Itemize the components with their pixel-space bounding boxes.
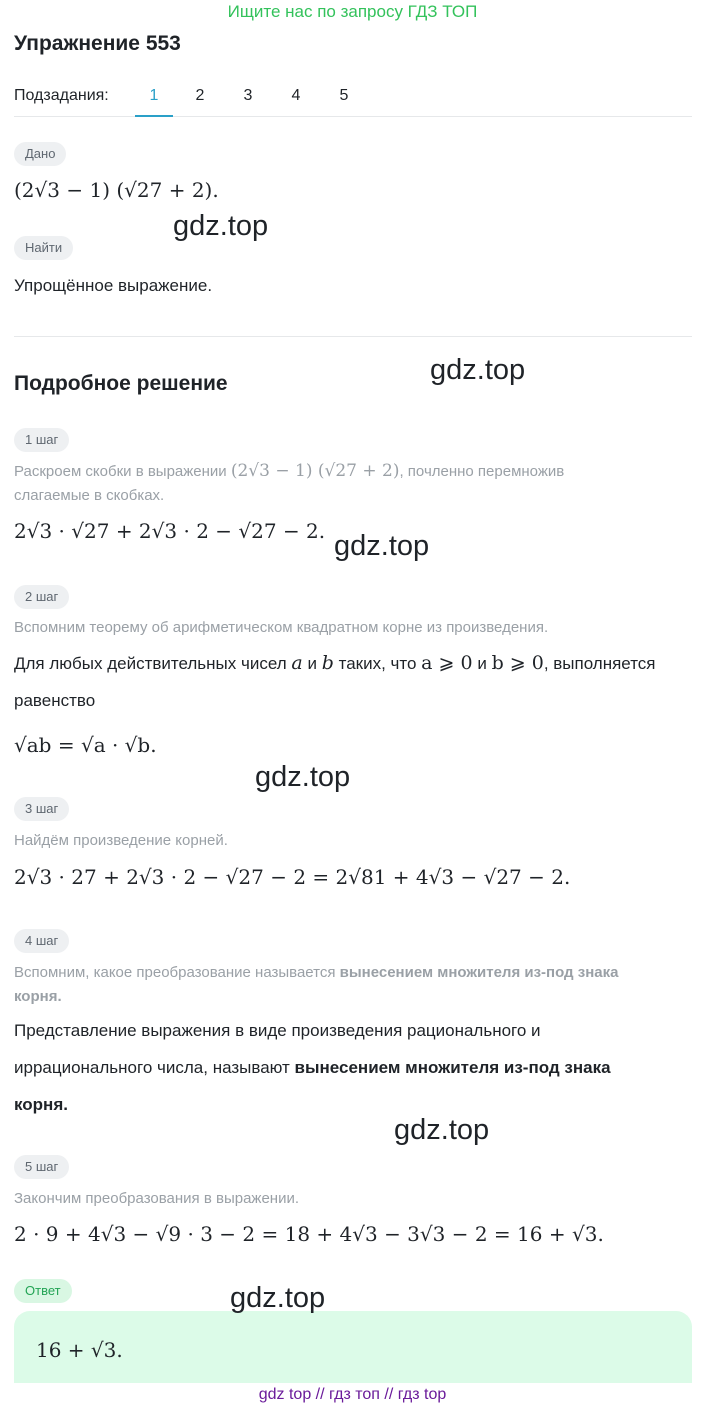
step-5-chip: 5 шаг: [14, 1155, 69, 1179]
step-2-hint: Вспомним теорему об арифметическом квадратном корне из произведения.: [14, 619, 549, 636]
step-5-expression: 2 · 9 + 4√3 − √9 · 3 − 2 = 18 + 4√3 − 3√3 − 2 = 16 + √3.: [14, 1222, 604, 1246]
watermark: gdz.top: [230, 1282, 326, 1314]
step-4-definition: Представление выражения в виде произведения рационального и иррационального числа, называют вынесением множителя из-под знака корня.: [14, 1021, 611, 1114]
step-4-hint: Вспомним, какое преобразование называется вынесением множителя из-под знака корня.: [14, 964, 619, 1005]
footer-separator: //: [384, 1386, 394, 1403]
footer-link-gdz-top[interactable]: gdz top: [258, 1386, 312, 1403]
step-3-expression: 2√3 · 27 + 2√3 · 2 − √27 − 2 = 2√81 + 4√3 − √27 − 2.: [14, 865, 571, 889]
step-5-hint: Закончим преобразования в выражении.: [14, 1190, 299, 1207]
step-2-rule: Для любых действительных чисел a и b таких, что a ⩾ 0 и b ⩾ 0, выполняется равенство: [14, 652, 656, 710]
tab-5[interactable]: 5: [339, 87, 349, 104]
find-text: Упрощённое выражение.: [14, 276, 213, 295]
footer-links: [0, 1386, 705, 1404]
step-3-chip: 3 шаг: [14, 797, 69, 821]
divider: [14, 336, 692, 337]
tab-4[interactable]: 4: [291, 87, 301, 104]
step-1-chip: 1 шаг: [14, 428, 69, 452]
given-chip: Дано: [14, 142, 66, 166]
step-3-hint: Найдём произведение корней.: [14, 832, 228, 849]
find-chip: Найти: [14, 236, 73, 260]
step-2-expression: √ab = √a · √b.: [14, 733, 157, 757]
step-4-chip: 4 шаг: [14, 929, 69, 953]
top-banner[interactable]: Ищите нас по запросу ГДЗ ТОП: [227, 2, 478, 21]
watermark: gdz.top: [255, 761, 351, 793]
step-1-hint: Раскроем скобки в выражении (2√3 − 1) (√27 + 2), почленно перемножив слагаемые в скобках.: [14, 461, 565, 504]
watermark: gdz.top: [394, 1114, 490, 1146]
footer-link-gdz-top-ru[interactable]: гдз топ: [329, 1386, 380, 1403]
watermark: gdz.top: [430, 354, 526, 386]
answer-chip: Ответ: [14, 1279, 72, 1303]
page-title: Упражнение 553: [14, 32, 181, 55]
solution-title: Подробное решение: [14, 372, 228, 395]
watermark: gdz.top: [334, 530, 430, 562]
step-1-expression: 2√3 · √27 + 2√3 · 2 − √27 − 2.: [14, 519, 326, 543]
answer-expression: 16 + √3.: [36, 1338, 123, 1362]
tab-1[interactable]: 1: [135, 87, 173, 117]
given-expression: (2√3 − 1) (√27 + 2).: [14, 178, 219, 202]
footer-link-gdz-top-mixed[interactable]: гдз top: [397, 1386, 447, 1403]
subtasks-tabs: [14, 78, 692, 117]
footer-separator: //: [315, 1386, 325, 1403]
step-2-chip: 2 шаг: [14, 585, 69, 609]
tab-2[interactable]: 2: [195, 87, 205, 104]
watermark: gdz.top: [173, 210, 269, 242]
tab-3[interactable]: 3: [243, 87, 253, 104]
subtasks-label: Подзадания:: [14, 87, 109, 104]
answer-box: [14, 1311, 692, 1383]
